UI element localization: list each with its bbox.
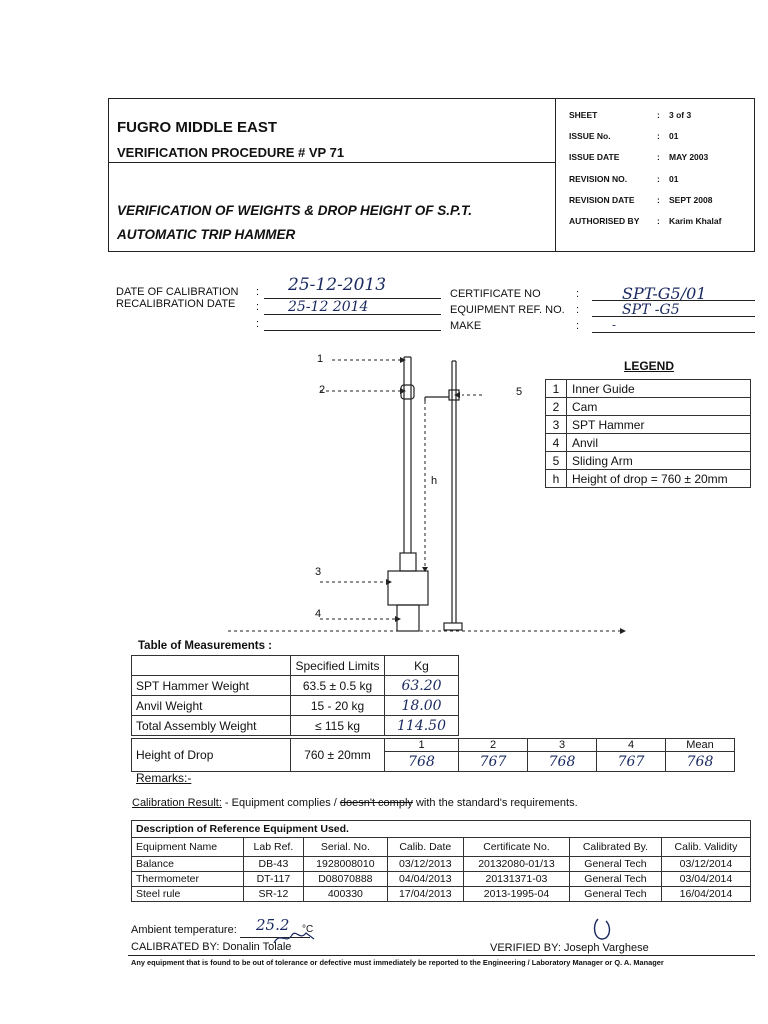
- height-of-drop-limit: 760 ± 20mm: [291, 739, 385, 772]
- measurements-title: Table of Measurements :: [138, 640, 272, 652]
- legend-title: LEGEND: [624, 359, 675, 373]
- remarks-label: Remarks:-: [136, 771, 192, 785]
- legend-table: [545, 379, 751, 488]
- meta-sheet: SHEET : 3 of 3: [569, 110, 692, 120]
- measurement-row: Anvil Weight 15 - 20 kg 18.00: [132, 696, 459, 716]
- verified-by: VERIFIED BY: Joseph Varghese: [490, 942, 649, 954]
- make-value: -: [612, 318, 617, 332]
- colon: :: [576, 320, 580, 332]
- calibration-result: [132, 797, 578, 809]
- calibrated-by: CALIBRATED BY: Donalin Tolale: [131, 941, 292, 953]
- diagram-label-1: 1: [317, 353, 324, 365]
- drop-value: 767: [597, 752, 666, 772]
- legend-row: 2 Cam: [546, 398, 751, 416]
- colon: :: [256, 301, 260, 313]
- reference-equipment-table: [131, 820, 751, 902]
- document-title-line1: VERIFICATION OF WEIGHTS & DROP HEIGHT OF S.P.T.: [117, 203, 473, 218]
- legend-row: 3 SPT Hammer: [546, 416, 751, 434]
- drop-value: 768: [666, 752, 735, 772]
- equipment-ref-value: SPT -G5: [622, 302, 680, 318]
- measurements-table: [131, 655, 459, 736]
- legend-row: 5 Sliding Arm: [546, 452, 751, 470]
- ambient-temperature-unit: °C: [302, 924, 314, 935]
- company-name: FUGRO MIDDLE EAST: [117, 119, 277, 136]
- meta-issue-no: ISSUE No. : 01: [569, 131, 679, 141]
- height-of-drop-table: [131, 738, 735, 772]
- diagram-label-4: 4: [315, 608, 322, 620]
- meta-issue-date: ISSUE DATE : MAY 2003: [569, 152, 709, 162]
- result-text: with the standard's requirements.: [412, 797, 578, 809]
- drop-value: 767: [459, 752, 528, 772]
- calibration-result-label: Calibration Result:: [132, 797, 222, 809]
- drop-header: 2: [459, 739, 528, 752]
- ambient-temperature-value: 25.2: [256, 916, 290, 934]
- header-box: [108, 98, 755, 252]
- recalibration-date-label: RECALIBRATION DATE: [116, 298, 236, 310]
- meta-revision-date: REVISION DATE : SEPT 2008: [569, 195, 713, 205]
- certificate-no-value: SPT-G5/01: [622, 284, 707, 303]
- drop-header: 4: [597, 739, 666, 752]
- height-of-drop-label: Height of Drop: [132, 739, 291, 772]
- procedure-number: VERIFICATION PROCEDURE # VP 71: [117, 145, 345, 160]
- colon: :: [576, 288, 580, 300]
- diagram-label-2: 2: [319, 384, 326, 396]
- reference-title: Description of Reference Equipment Used.: [132, 821, 751, 838]
- diagram-label-5: 5: [516, 386, 523, 398]
- legend-row: 4 Anvil: [546, 434, 751, 452]
- result-text: - Equipment complies /: [221, 797, 340, 809]
- diagram-label-3: 3: [315, 566, 322, 578]
- certificate-no-label: CERTIFICATE NO: [450, 288, 541, 300]
- make-line: [592, 332, 755, 333]
- drop-header: 3: [528, 739, 597, 752]
- table-row: Thermometer DT-117 D08070888 04/04/2013 20131371-03 General Tech 03/04/2014: [132, 872, 751, 887]
- ambient-temperature-label: Ambient temperature:: [131, 924, 237, 936]
- footer-rule: [128, 955, 755, 956]
- document-title-line2: AUTOMATIC TRIP HAMMER: [117, 227, 296, 242]
- drop-value: 768: [528, 752, 597, 772]
- meta-authorised-by: AUTHORISED BY : Karim Khalaf: [569, 216, 722, 226]
- date-of-calibration-label: DATE OF CALIBRATION: [116, 286, 239, 298]
- meta-revision-no: REVISION NO. : 01: [569, 174, 679, 184]
- col-specified-limits: Specified Limits: [291, 656, 385, 676]
- colon: :: [576, 304, 580, 316]
- recalibration-date-value: 25-12 2014: [288, 299, 369, 315]
- struck-text: doesn't comply: [339, 797, 413, 809]
- equipment-ref-label: EQUIPMENT REF. NO.: [450, 304, 565, 316]
- colon: :: [256, 318, 260, 330]
- legend-row: 1 Inner Guide: [546, 380, 751, 398]
- measurement-row: Total Assembly Weight ≤ 115 kg 114.50: [132, 716, 459, 736]
- drop-header: Mean: [666, 739, 735, 752]
- table-row: Balance DB-43 1928008010 03/12/2013 20132080-01/13 General Tech 03/12/2014: [132, 857, 751, 872]
- measurement-row: SPT Hammer Weight 63.5 ± 0.5 kg 63.20: [132, 676, 459, 696]
- blank-line: [264, 330, 441, 331]
- colon: :: [256, 286, 260, 298]
- table-row: Steel rule SR-12 400330 17/04/2013 2013-1995-04 General Tech 16/04/2014: [132, 887, 751, 902]
- col-kg: Kg: [385, 656, 459, 676]
- legend-row: h Height of drop = 760 ± 20mm: [546, 470, 751, 488]
- diagram-label-h: h: [431, 475, 438, 487]
- drop-value: 768: [385, 752, 459, 772]
- verifier-signature: [590, 915, 616, 945]
- drop-header: 1: [385, 739, 459, 752]
- make-label: MAKE: [450, 320, 482, 332]
- reference-header-row: Equipment Name Lab Ref. Serial. No. Calib. Date Certificate No. Calibrated By. Calib. Validity: [132, 838, 751, 857]
- calibrator-signature: [270, 925, 320, 950]
- calibration-date-value: 25-12-2013: [288, 275, 387, 295]
- footer-note: Any equipment that is found to be out of tolerance or defective must immediately be reported to the Engineering / Laboratory Manager or Q. A. Manager: [131, 958, 664, 967]
